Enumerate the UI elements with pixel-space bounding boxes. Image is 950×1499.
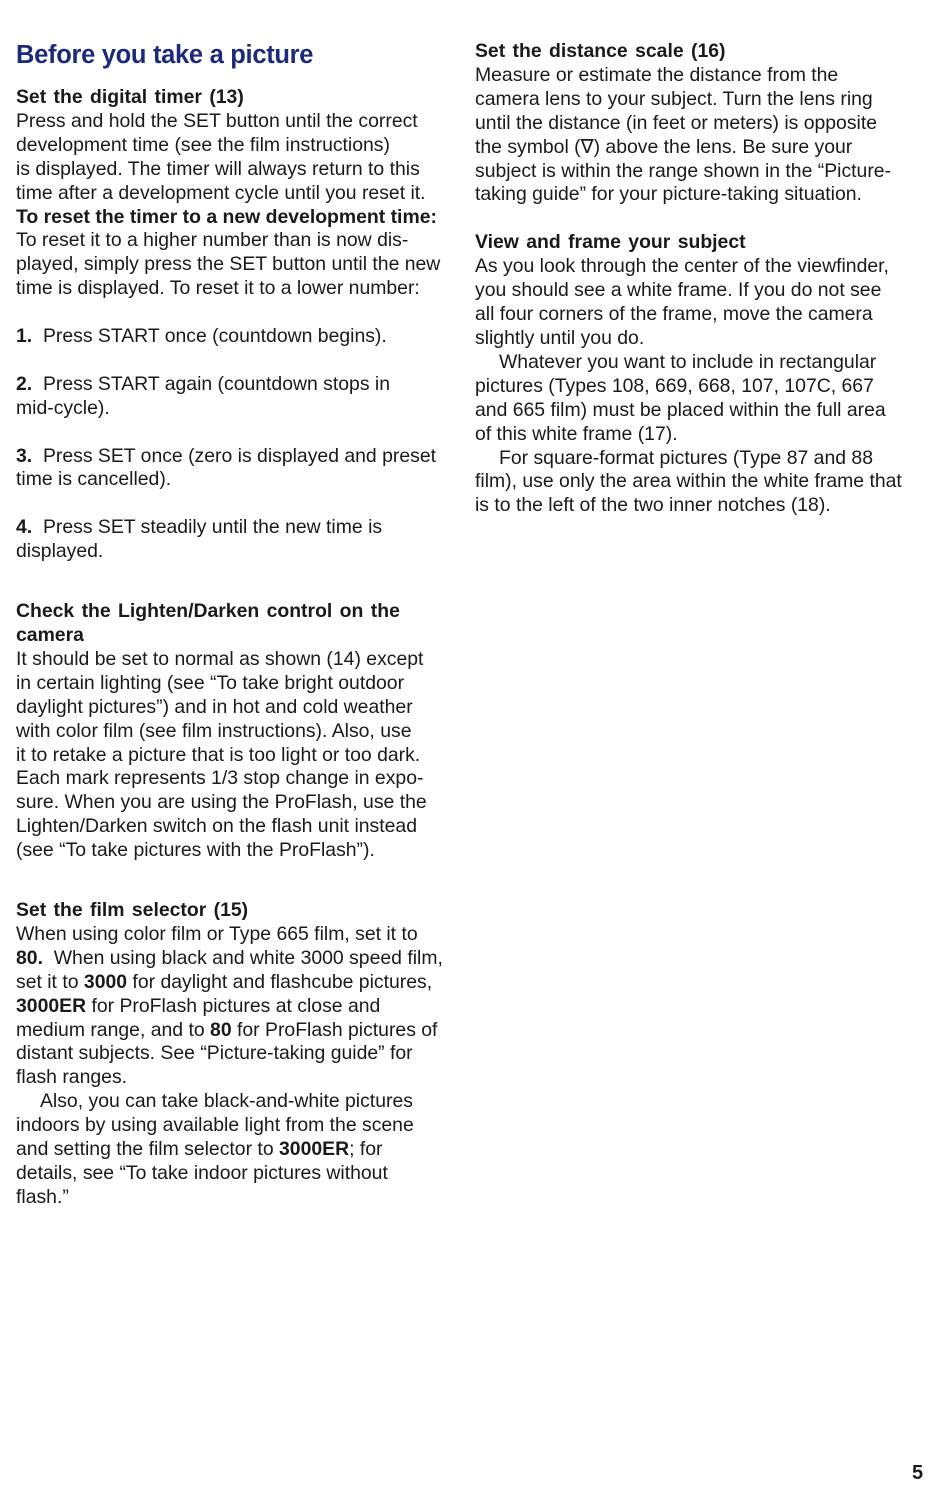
- distance-line: until the distance (in feet or meters) is opposite: [475, 111, 878, 134]
- film-line: [16, 1138, 466, 1162]
- film-line: [16, 947, 466, 971]
- lighten-heading: camera: [16, 623, 84, 646]
- film-line: [16, 971, 466, 995]
- lighten-line: (see “To take pictures with the ProFlash”).: [16, 839, 375, 862]
- film-line: indoors by using available light from the scene: [16, 1114, 414, 1137]
- film-text: for ProFlash pictures of: [231, 1018, 438, 1041]
- lighten-heading: Check the Lighten/Darken control on the: [16, 600, 400, 623]
- distance-line: subject is within the range shown in the “Picture-: [475, 159, 892, 182]
- step-text: Press START once (countdown begins).: [42, 325, 387, 348]
- page-number: 5: [912, 1462, 924, 1484]
- timer-line: development time (see the film instructions): [16, 133, 390, 156]
- distance-section: [475, 40, 915, 207]
- film-line: distant subjects. See “Picture-taking guide” for: [16, 1042, 413, 1065]
- timer-section: [16, 86, 466, 564]
- step-text: Press START again (countdown stops in: [42, 372, 391, 395]
- film-value: 3000ER: [16, 994, 87, 1017]
- distance-line: the symbol (∇) above the lens. Be sure your: [475, 135, 853, 158]
- timer-line: is displayed. The timer will always return to this: [16, 157, 420, 180]
- view-line: you should see a white frame. If you do not see: [475, 279, 882, 302]
- lighten-line: sure. When you are using the ProFlash, use the: [16, 791, 427, 814]
- film-text: When using black and white 3000 speed film,: [42, 946, 443, 969]
- step-4: [16, 516, 466, 540]
- lighten-line: Lighten/Darken switch on the flash unit instead: [16, 815, 417, 838]
- film-heading: Set the film selector (15): [16, 899, 249, 922]
- timer-heading: Set the digital timer (13): [16, 86, 244, 108]
- film-text: medium range, and to: [16, 1018, 211, 1041]
- step-text: Press SET steadily until the new time is: [42, 516, 383, 539]
- distance-line: camera lens to your subject. Turn the lens ring: [475, 87, 873, 110]
- view-line: slightly until you do.: [475, 326, 645, 349]
- distance-heading: Set the distance scale (16): [475, 40, 726, 62]
- film-text: set it to: [16, 970, 84, 993]
- step-number: 4.: [16, 516, 33, 539]
- view-heading: View and frame your subject: [475, 231, 746, 254]
- timer-line: Press and hold the SET button until the correct: [16, 109, 418, 132]
- distance-line: taking guide” for your picture-taking situation.: [475, 183, 862, 206]
- step-number: 3.: [16, 444, 33, 467]
- reset-line: To reset it to a higher number than is now dis-: [16, 229, 409, 252]
- step-text: mid-cycle).: [16, 396, 110, 419]
- step-number: 2.: [16, 372, 33, 395]
- film-text: for ProFlash pictures at close and: [86, 994, 381, 1017]
- timer-line: time after a development cycle until you reset it.: [16, 181, 426, 204]
- film-value: 80.: [16, 946, 43, 969]
- step-text: Press SET once (zero is displayed and preset: [42, 444, 436, 467]
- lighten-line: daylight pictures”) and in hot and cold weather: [16, 695, 413, 718]
- film-selector-section: [16, 899, 466, 1210]
- film-value: 3000: [83, 970, 128, 993]
- view-line: all four corners of the frame, move the camera: [475, 303, 873, 326]
- page-title: Before you take a picture: [16, 41, 314, 69]
- view-frame-section: [475, 231, 915, 518]
- film-text: and setting the film selector to: [16, 1138, 279, 1161]
- film-line: flash ranges.: [16, 1066, 128, 1089]
- reset-line: time is displayed. To reset it to a lower number:: [16, 277, 420, 300]
- view-line: As you look through the center of the viewfinder,: [475, 255, 889, 278]
- view-line: For square-format pictures (Type 87 and 88: [499, 446, 873, 469]
- film-value: 3000ER: [279, 1138, 350, 1161]
- lighten-line: in certain lighting (see “To take bright outdoor: [16, 671, 405, 694]
- reset-timer-heading: To reset the timer to a new development time:: [16, 205, 437, 228]
- film-line: flash.”: [16, 1185, 69, 1208]
- step-text: displayed.: [16, 540, 104, 563]
- view-line: Whatever you want to include in rectangular: [499, 350, 877, 373]
- step-number: 1.: [16, 325, 33, 348]
- view-line: and 665 film) must be placed within the full area: [475, 398, 886, 421]
- film-line: When using color film or Type 665 film, set it to: [16, 922, 418, 945]
- lighten-line: It should be set to normal as shown (14) except: [16, 647, 424, 670]
- lighten-darken-section: [16, 600, 466, 863]
- film-line: details, see “To take indoor pictures without: [16, 1162, 388, 1184]
- film-line: [16, 1019, 466, 1043]
- lighten-line: with color film (see film instructions). Also, use: [16, 719, 412, 742]
- reset-line: played, simply press the SET button until the new: [16, 253, 441, 276]
- step-2: [16, 373, 466, 397]
- step-text: time is cancelled).: [16, 468, 172, 491]
- step-1: [16, 325, 466, 349]
- lighten-line: Each mark represents 1/3 stop change in expo-: [16, 767, 424, 790]
- distance-line: Measure or estimate the distance from the: [475, 63, 839, 86]
- lighten-line: it to retake a picture that is too light or too dark.: [16, 743, 421, 766]
- film-line: Also, you can take black-and-white pictures: [40, 1090, 413, 1113]
- view-line: film), use only the area within the white frame that: [475, 470, 902, 493]
- left-column: [16, 40, 466, 1210]
- film-text: ; for: [349, 1138, 383, 1161]
- right-column: [475, 40, 915, 518]
- view-line: pictures (Types 108, 669, 668, 107, 107C, 667: [475, 374, 874, 397]
- film-line: [16, 995, 466, 1019]
- view-line: is to the left of the two inner notches (18).: [475, 494, 831, 517]
- view-line: of this white frame (17).: [475, 422, 678, 445]
- film-value: 80: [210, 1018, 232, 1041]
- step-3: [16, 445, 466, 469]
- film-text: for daylight and flashcube pictures,: [127, 970, 433, 993]
